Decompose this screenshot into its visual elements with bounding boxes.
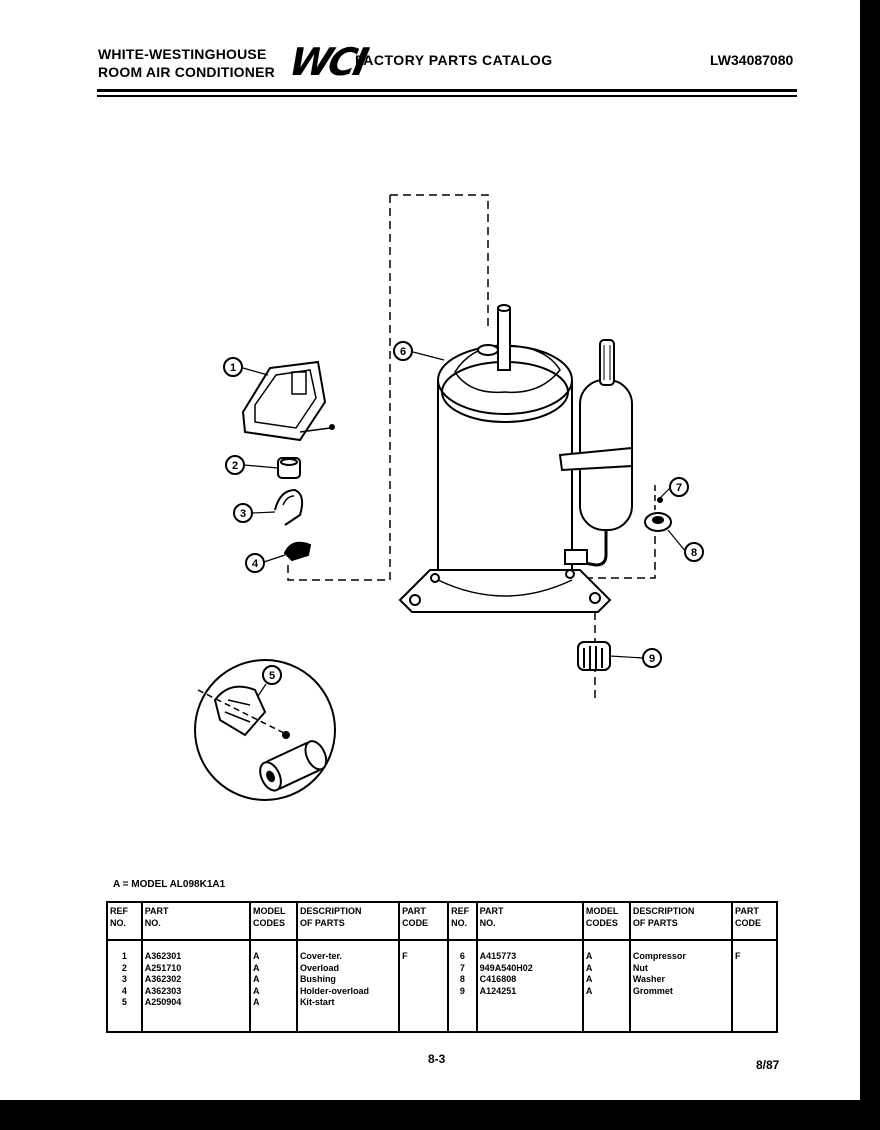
- callout-9: [643, 649, 661, 667]
- header-part-no: PART NO.: [142, 902, 250, 940]
- callout-3: [234, 504, 252, 522]
- header-part-code: PART CODE: [399, 902, 448, 940]
- svg-text:5: 5: [268, 670, 276, 682]
- callout-4: [246, 554, 264, 572]
- header-part-code: PART CODE: [732, 902, 777, 940]
- washer-icon: [645, 498, 671, 531]
- table-row: [107, 940, 777, 1032]
- callout-1: [224, 358, 242, 376]
- callout-8: [685, 543, 703, 561]
- description-column-left: Cover-ter. Overload Bushing Holder-overload Kit-start: [297, 940, 399, 1032]
- grommet-icon: [578, 642, 610, 670]
- svg-text:7: 7: [675, 482, 683, 494]
- header-ref-no: REF NO.: [448, 902, 477, 940]
- scan-border: [860, 0, 880, 1130]
- catalog-date: 8/87: [756, 1058, 780, 1072]
- header-description: DESCRIPTION OF PARTS: [630, 902, 732, 940]
- description-column-right: Compressor Nut Washer Grommet: [630, 940, 732, 1032]
- brand-line-2: ROOM AIR CONDITIONER: [98, 64, 275, 80]
- svg-text:8: 8: [690, 547, 698, 559]
- ref-column-right: 6 7 8 9: [448, 940, 477, 1032]
- svg-text:2: 2: [231, 460, 239, 472]
- part-column-left: A362301 A251710 A362302 A362303 A250904: [142, 940, 250, 1032]
- brand-line-1: WHITE-WESTINGHOUSE: [98, 46, 267, 62]
- header-ref-no: REF NO.: [107, 902, 142, 940]
- wci-logo: WCI: [285, 40, 370, 84]
- holder-overload-icon: [285, 543, 310, 560]
- ref-column-left: 1 2 3 4 5: [107, 940, 142, 1032]
- header-model-codes: MODEL CODES: [583, 902, 630, 940]
- svg-text:6: 6: [399, 346, 407, 358]
- header-description: DESCRIPTION OF PARTS: [297, 902, 399, 940]
- svg-text:4: 4: [251, 558, 259, 570]
- bushing-icon: [275, 490, 302, 525]
- table-header-row: [107, 902, 777, 940]
- svg-text:1: 1: [229, 362, 237, 374]
- code-column-right: F: [732, 940, 777, 1032]
- svg-text:3: 3: [239, 508, 247, 520]
- parts-table: [106, 901, 778, 1033]
- callout-6: [394, 342, 412, 360]
- model-column-left: A A A A A: [250, 940, 297, 1032]
- svg-text:9: 9: [648, 653, 656, 665]
- catalog-title: FACTORY PARTS CATALOG: [355, 52, 553, 68]
- terminal-cover-icon: [243, 362, 334, 440]
- code-column-left: F: [399, 940, 448, 1032]
- part-column-right: A415773 949A540H02 C416808 A124251: [477, 940, 583, 1032]
- page-number: 8-3: [428, 1052, 446, 1066]
- model-column-right: A A A A: [583, 940, 630, 1032]
- header-model-codes: MODEL CODES: [250, 902, 297, 940]
- model-label: A = MODEL AL098K1A1: [113, 879, 226, 890]
- document-number: LW34087080: [710, 52, 794, 68]
- header-part-no: PART NO.: [477, 902, 583, 940]
- callout-5: [263, 666, 281, 684]
- callout-7: [670, 478, 688, 496]
- overload-icon: [278, 458, 300, 478]
- callout-2: [226, 456, 244, 474]
